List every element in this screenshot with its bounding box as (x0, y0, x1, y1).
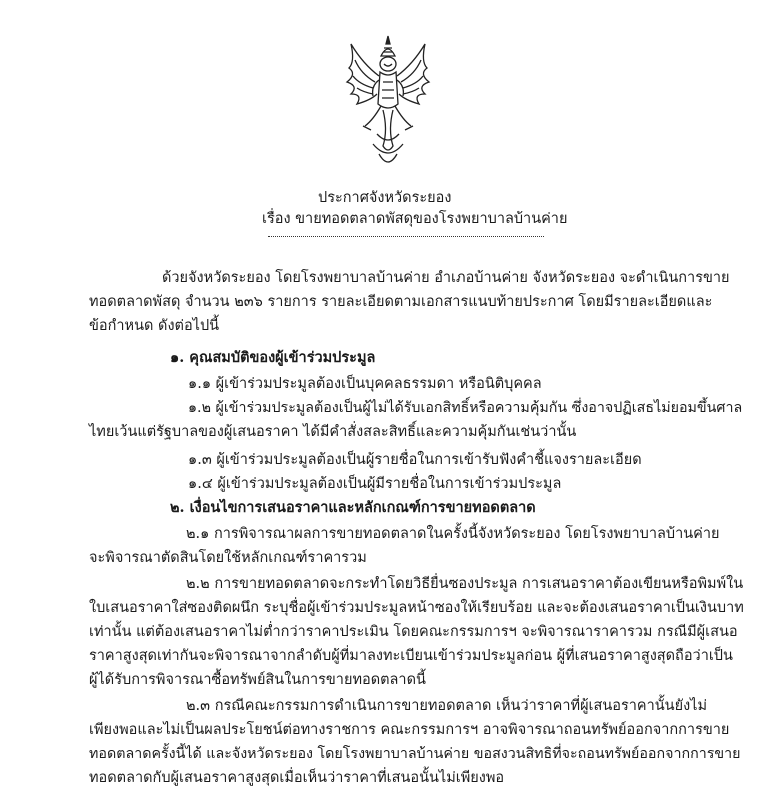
garuda-emblem-icon (343, 34, 433, 174)
section-item: ๑.๔ ผู้เข้าร่วมประมูลต้องเป็นผู้มีรายชื่อในการเข้าร่วมประมูล (188, 476, 562, 492)
announcement-title: ประกาศจังหวัดระยอง (318, 190, 452, 206)
section-line: ใบเสนอราคาใส่ซองติดผนึก ระบุชื่อผู้เข้าร่วมประมูลหน้าซองให้เรียบร้อย และจะต้องเสนอราคาเป็นเงินบาท (89, 600, 744, 616)
section-line: จะพิจารณาตัดสินโดยใช้หลักเกณฑ์ราคารวม (89, 550, 367, 566)
section-line: ราคาสูงสุดเท่ากันจะพิจารณาจากลำดับผู้ที่มาลงทะเบียนเข้าร่วมประมูลก่อน ผู้ที่เสนอราคาสูงสุดถือว่าเป็น (89, 648, 733, 664)
intro-line: ข้อกำหนด ดังต่อไปนี้ (89, 318, 220, 334)
section-line: ๒.๑ การพิจารณาผลการขายทอดตลาดในครั้งนี้จังหวัดระยอง โดยโรงพยาบาลบ้านค่าย (186, 526, 720, 542)
dotted-divider (268, 234, 544, 237)
section-line: ๒.๓ กรณีคณะกรรมการดำเนินการขายทอดตลาด เห็นว่าราคาที่ผู้เสนอราคานั้นยังไม่ (186, 698, 708, 714)
section-item: ไทยเว้นแต่รัฐบาลของผู้เสนอราคา ได้มีคำสั่งสละสิทธิ์และความคุ้มกันเช่นว่านั้น (89, 424, 577, 440)
intro-line: ทอดตลาดพัสดุ จำนวน ๒๓๖ รายการ รายละเอียดตามเอกสารแนบท้ายประกาศ โดยมีรายละเอียดและ (89, 294, 713, 310)
intro-line: ด้วยจังหวัดระยอง โดยโรงพยาบาลบ้านค่าย อำเภอบ้านค่าย จังหวัดระยอง จะดำเนินการขาย (162, 270, 730, 286)
section-item: ๑.๒ ผู้เข้าร่วมประมูลต้องเป็นผู้ไม่ได้รับเอกสิทธิ์หรือความคุ้มกัน ซึ่งอาจปฏิเสธไม่ยอมขึ้นศาล (188, 400, 743, 416)
section-line: ผู้ได้รับการพิจารณาซื้อทรัพย์สินในการขายทอดตลาดนี้ (89, 672, 426, 688)
section-heading: ๑. คุณสมบัติของผู้เข้าร่วมประมูล (170, 349, 376, 366)
announcement-subject: เรื่อง ขายทอดตลาดพัสดุของโรงพยาบาลบ้านค่าย (262, 211, 568, 227)
section-line: เพียงพอและไม่เป็นผลประโยชน์ต่อทางราชการ คณะกรรมการฯ อาจพิจารณาถอนทรัพย์ออกจากการขาย (89, 722, 730, 738)
section-item: ๑.๑ ผู้เข้าร่วมประมูลต้องเป็นบุคคลธรรมดา หรือนิติบุคคล (188, 376, 542, 392)
section-line: ๒.๒ การขายทอดตลาดจะกระทำโดยวิธียื่นซองประมูล การเสนอราคาต้องเขียนหรือพิมพ์ใน (186, 576, 744, 592)
section-item: ๑.๓ ผู้เข้าร่วมประมูลต้องเป็นผู้รายชื่อในการเข้ารับฟังคำชี้แจงรายละเอียด (188, 452, 642, 468)
section-heading: ๒. เงื่อนไขการเสนอราคาและหลักเกณฑ์การขายทอดตลาด (170, 499, 536, 516)
section-line: เท่านั้น แต่ต้องเสนอราคาไม่ต่ำกว่าราคาประเมิน โดยคณะกรรมการฯ จะพิจารณาราคารวม กรณีมีผู้เสนอ (89, 624, 738, 640)
section-line: ทอดตลาดกับผู้เสนอราคาสูงสุดเมื่อเห็นว่าราคาที่เสนอนั้นไม่เพียงพอ (89, 770, 505, 786)
section-line: ทอดตลาดครั้งนี้ได้ และจังหวัดระยอง โดยโรงพยาบาลบ้านค่าย ขอสงวนสิทธิที่จะถอนทรัพย์ออกจากการขาย (89, 746, 741, 762)
